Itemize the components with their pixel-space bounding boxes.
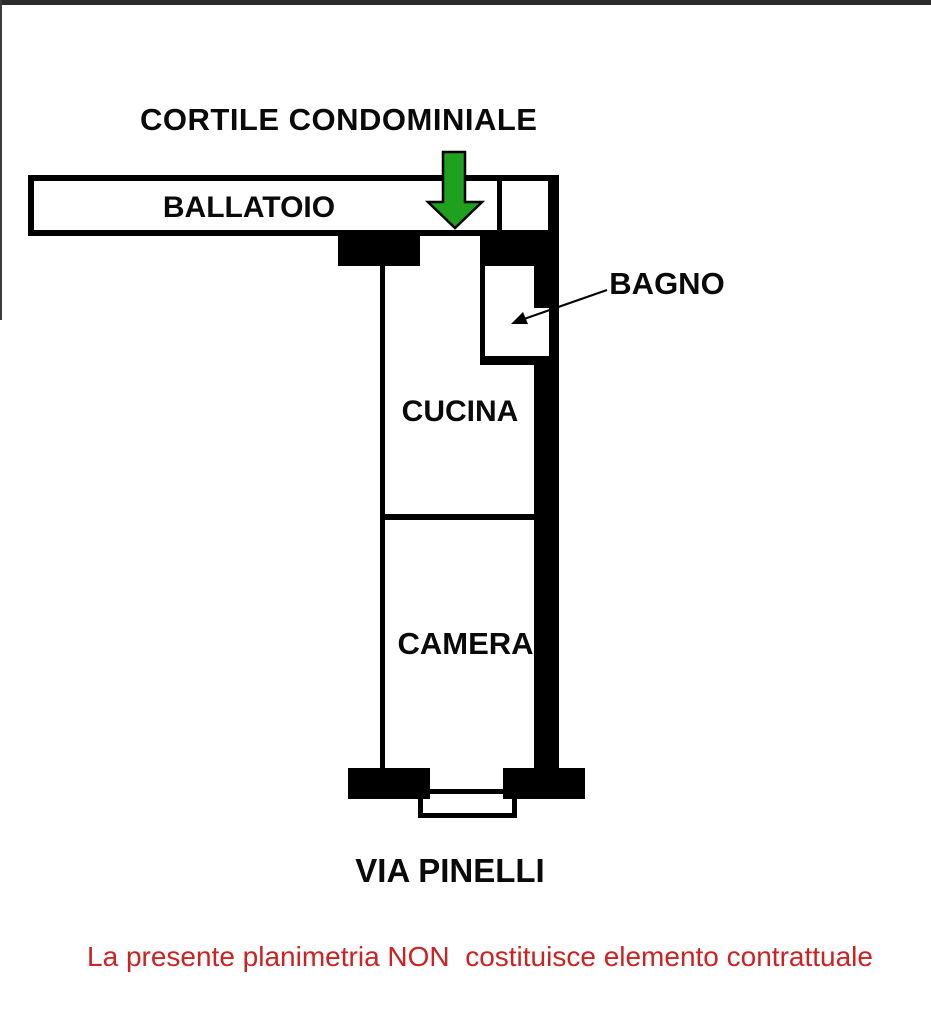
street-label: VIA PINELLI [355, 852, 545, 889]
top-edge-line [0, 0, 931, 5]
left-edge-line [0, 0, 2, 320]
entrance-arrow-icon [425, 150, 485, 235]
top-wall-right-block [480, 233, 559, 266]
ballatoio-divider-wall [497, 180, 502, 231]
top-wall-left-block [338, 233, 420, 266]
right-wall-lower [534, 356, 559, 773]
bagno-room-label: BAGNO [609, 266, 725, 301]
window-bay-bottom [418, 813, 517, 818]
bagno-bottom-wall [480, 356, 549, 365]
bagno-left-wall [480, 266, 485, 365]
disclaimer-text: La presente planimetria NON costituisce elemento contrattuale [87, 941, 873, 972]
cucina-room-label: CUCINA [401, 395, 519, 428]
ballatoio-room-label: BALLATOIO [162, 191, 336, 224]
ballatoio-right-end-wall [548, 175, 559, 236]
window-sill [427, 789, 507, 794]
camera-room-label: CAMERA [397, 626, 534, 661]
bagno-pointer-arrow-icon [500, 280, 620, 332]
courtyard-title: CORTILE CONDOMINIALE [140, 102, 538, 137]
cucina-camera-divider-wall [385, 514, 534, 520]
